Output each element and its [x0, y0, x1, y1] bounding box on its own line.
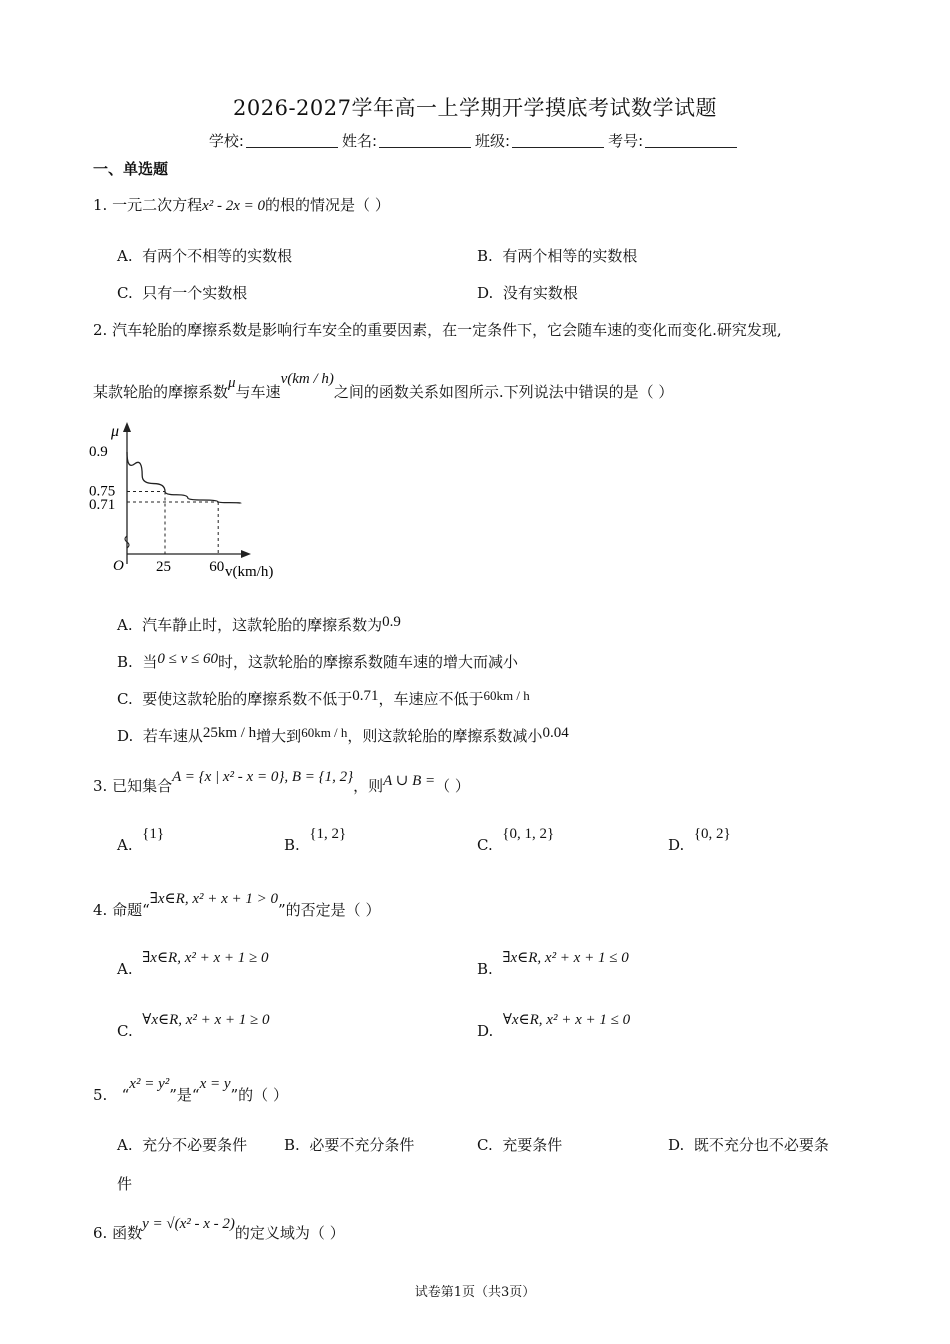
question-number: 5.	[93, 1086, 108, 1104]
option-letter: A.	[117, 247, 133, 265]
question-text: ”的否定是（ ）	[278, 901, 381, 919]
speed-expression: v(km / h)	[280, 371, 334, 387]
q5-option-d-continued: 件	[117, 1175, 133, 1193]
question-number: 6.	[93, 1224, 108, 1242]
option-letter: C.	[117, 284, 133, 302]
option-letter: B.	[284, 1136, 300, 1154]
x-axis-arrow	[241, 550, 251, 558]
y-tick-label: 0.9	[89, 444, 108, 460]
option-letter: B.	[477, 247, 493, 265]
q5-option-c[interactable]	[477, 1134, 562, 1155]
inequality: 0 ≤ v ≤ 60	[157, 651, 218, 667]
q3-option-b[interactable]	[284, 826, 347, 855]
question-number: 2.	[93, 321, 108, 339]
option-value: 60km / h	[301, 725, 348, 740]
friction-speed-graph	[85, 418, 295, 588]
option-letter: C.	[477, 1136, 493, 1154]
option-letter: D.	[477, 284, 494, 302]
proposition: ∃x∈R, x² + x + 1 > 0	[149, 891, 279, 907]
option-letter: D.	[668, 836, 685, 854]
question-6	[93, 1216, 345, 1243]
option-letter: C.	[117, 1022, 133, 1040]
number-label: 考号:	[608, 132, 644, 150]
x-tick-label: 25	[156, 559, 171, 575]
name-blank[interactable]	[379, 133, 471, 148]
student-info-line	[0, 130, 950, 151]
q3-option-c[interactable]	[477, 826, 555, 855]
option-value: 25km / h	[202, 725, 257, 741]
question-text: ”的（ ）	[230, 1086, 288, 1104]
question-text: 某款轮胎的摩擦系数	[93, 383, 229, 401]
friction-curve	[127, 452, 241, 503]
y-tick-label: 0.75	[89, 483, 116, 500]
question-3	[93, 769, 470, 796]
name-label: 姓名:	[341, 132, 377, 150]
q5-option-b[interactable]	[284, 1134, 414, 1155]
function-expression: y = √(x² - x - 2)	[142, 1216, 235, 1232]
question-text: “	[121, 1086, 130, 1104]
option-text: 要使这款轮胎的摩擦系数不低于	[142, 690, 353, 708]
option-set: {0, 2}	[693, 826, 731, 842]
school-label: 学校:	[208, 132, 244, 150]
question-text: 命题“	[112, 901, 150, 919]
school-blank[interactable]	[246, 133, 338, 148]
condition-2: x = y	[199, 1076, 231, 1092]
option-text: 充分不必要条件	[142, 1136, 248, 1154]
option-text: 有两个相等的实数根	[502, 247, 638, 265]
question-text: （ ）	[435, 777, 470, 795]
option-set: {1, 2}	[309, 826, 347, 842]
class-label: 班级:	[475, 132, 511, 150]
question-text: ”是“	[169, 1086, 200, 1104]
q1-option-b[interactable]	[477, 245, 637, 266]
option-text: 有两个不相等的实数根	[142, 247, 293, 265]
option-value: 0.71	[352, 688, 379, 704]
option-expression: ∀x∈R, x² + x + 1 ≥ 0	[142, 1012, 270, 1028]
set-expression: A = {x | x² - x = 0}, B = {1, 2}	[172, 769, 354, 785]
option-text: 没有实数根	[502, 284, 578, 302]
question-text: 的定义域为（ ）	[234, 1224, 345, 1242]
option-text: 若车速从	[142, 727, 203, 745]
option-text: 只有一个实数根	[142, 284, 248, 302]
option-letter: A.	[117, 960, 133, 978]
option-letter: C.	[477, 836, 493, 854]
option-text: 时，这款轮胎的摩擦系数随车速的增大而减小	[217, 653, 518, 671]
option-letter: B.	[477, 960, 493, 978]
q4-option-b[interactable]	[477, 950, 629, 979]
q4-option-c[interactable]	[117, 1012, 270, 1041]
q1-option-c[interactable]	[117, 282, 247, 303]
number-blank[interactable]	[645, 133, 737, 148]
option-expression: ∃x∈R, x² + x + 1 ≤ 0	[502, 950, 629, 966]
option-set: {1}	[142, 826, 165, 842]
question-text: ，则	[353, 777, 384, 795]
q3-option-d[interactable]	[668, 826, 731, 855]
equation: x² - 2x = 0	[202, 198, 266, 214]
question-text: 一元二次方程	[112, 196, 203, 214]
union-expression: A ∪ B =	[383, 773, 436, 789]
question-text: 汽车轮胎的摩擦系数是影响行车安全的重要因素，在一定条件下，它会随车速的变化而变化.研究发现,	[112, 321, 782, 339]
q5-option-d[interactable]	[668, 1134, 829, 1155]
q1-option-a[interactable]	[117, 245, 292, 266]
y-tick-label: 0.71	[89, 497, 116, 513]
y-axis-arrow	[123, 422, 131, 432]
q1-option-d[interactable]	[477, 282, 578, 303]
q2-option-a[interactable]	[117, 614, 401, 635]
question-text: 已知集合	[112, 777, 173, 795]
option-letter: A.	[117, 1136, 133, 1154]
question-number: 4.	[93, 901, 108, 919]
q3-option-a[interactable]	[117, 826, 165, 855]
option-text: ，车速应不低于	[378, 690, 484, 708]
option-text: 充要条件	[502, 1136, 563, 1154]
exam-title: 2026-2027学年高一上学期开学摸底考试数学试题	[233, 96, 717, 120]
q2-option-c[interactable]	[117, 688, 530, 709]
question-text: 之间的函数关系如图所示.下列说法中错误的是（ ）	[333, 383, 674, 401]
option-text: 增大到	[256, 727, 302, 745]
question-text: 与车速	[235, 383, 281, 401]
question-4	[93, 891, 381, 920]
option-letter: C.	[117, 690, 133, 708]
option-text: 必要不充分条件	[309, 1136, 415, 1154]
option-value: 0.04	[542, 725, 569, 741]
question-text: 的根的情况是（ ）	[265, 196, 390, 214]
option-text: 当	[142, 653, 158, 671]
q2-option-b[interactable]	[117, 651, 518, 672]
x-axis-label: v(km/h)	[225, 564, 274, 580]
question-1	[93, 194, 390, 215]
x-tick-label: 60	[209, 559, 225, 575]
option-letter: D.	[477, 1022, 494, 1040]
y-axis-label: μ	[111, 423, 120, 440]
option-value: 60km / h	[483, 688, 530, 703]
origin-label: O	[113, 558, 124, 574]
q4-option-d[interactable]	[477, 1012, 631, 1041]
option-letter: D.	[117, 727, 134, 745]
section-heading: 一、单选题	[93, 160, 169, 178]
page-footer: 试卷第1页（共3页）	[414, 1285, 536, 1300]
option-expression: ∀x∈R, x² + x + 1 ≤ 0	[502, 1012, 631, 1028]
q5-option-a[interactable]	[117, 1134, 247, 1155]
mu-symbol: μ	[228, 375, 236, 391]
question-number: 3.	[93, 777, 108, 795]
class-blank[interactable]	[512, 133, 604, 148]
option-letter: A.	[117, 616, 133, 634]
option-value: 0.9	[382, 614, 401, 630]
option-expression: ∃x∈R, x² + x + 1 ≥ 0	[142, 950, 269, 966]
option-letter: D.	[668, 1136, 685, 1154]
condition-1: x² = y²	[129, 1076, 170, 1092]
option-text: 汽车静止时，这款轮胎的摩擦系数为	[142, 616, 383, 634]
q4-option-a[interactable]	[117, 950, 269, 979]
question-number: 1.	[93, 196, 108, 214]
option-letter: B.	[117, 653, 133, 671]
option-letter: A.	[117, 836, 133, 854]
q2-option-d[interactable]	[117, 725, 569, 746]
question-2	[93, 319, 782, 340]
option-letter: B.	[284, 836, 300, 854]
option-text: 既不充分也不必要条	[693, 1136, 829, 1154]
question-text: 函数	[112, 1224, 143, 1242]
question-5	[93, 1076, 288, 1105]
option-text: ，则这款轮胎的摩擦系数减小	[347, 727, 543, 745]
question-2-line2	[93, 371, 674, 402]
option-set: {0, 1, 2}	[502, 826, 555, 842]
